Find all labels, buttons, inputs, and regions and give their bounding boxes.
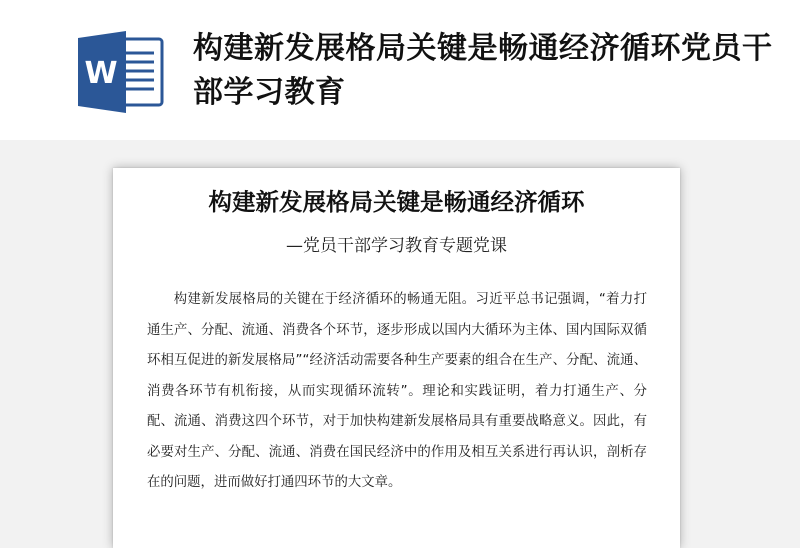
header-title: 构建新发展格局关键是畅通经济循环党员干部学习教育: [193, 31, 773, 110]
word-document-icon: [76, 31, 164, 113]
document-title: 构建新发展格局关键是畅通经济循环: [208, 188, 585, 216]
word-icon-letter: W: [84, 56, 118, 91]
document-paragraph: 构建新发展格局的关键在于经济循环的畅通无阻。习近平总书记强调，“着力打通生产、分配、流通、消费各个环节，逐步形成以国内大循环为主体、国内国际双循环相互促进的新发展格局”“经济活动需要各种生产要素的组合在生产、分配、流通、消费各环节有机衔接，从而实现循环流转”。理论和实践证明，着力打通生产、分配、流通、消费这四个环节，对于加快构建新发展格局具有重要战略意义。因此，有必要对生产、分配、流通、消费在国民经济中的作用及相互关系进行再认识，剖析存在的问题，进而做好打通四环节的大文章。: [147, 292, 647, 490]
document-page: [113, 168, 680, 548]
header-banner: [0, 0, 800, 140]
document-subtitle: —党员干部学习教育专题党课: [286, 236, 507, 256]
